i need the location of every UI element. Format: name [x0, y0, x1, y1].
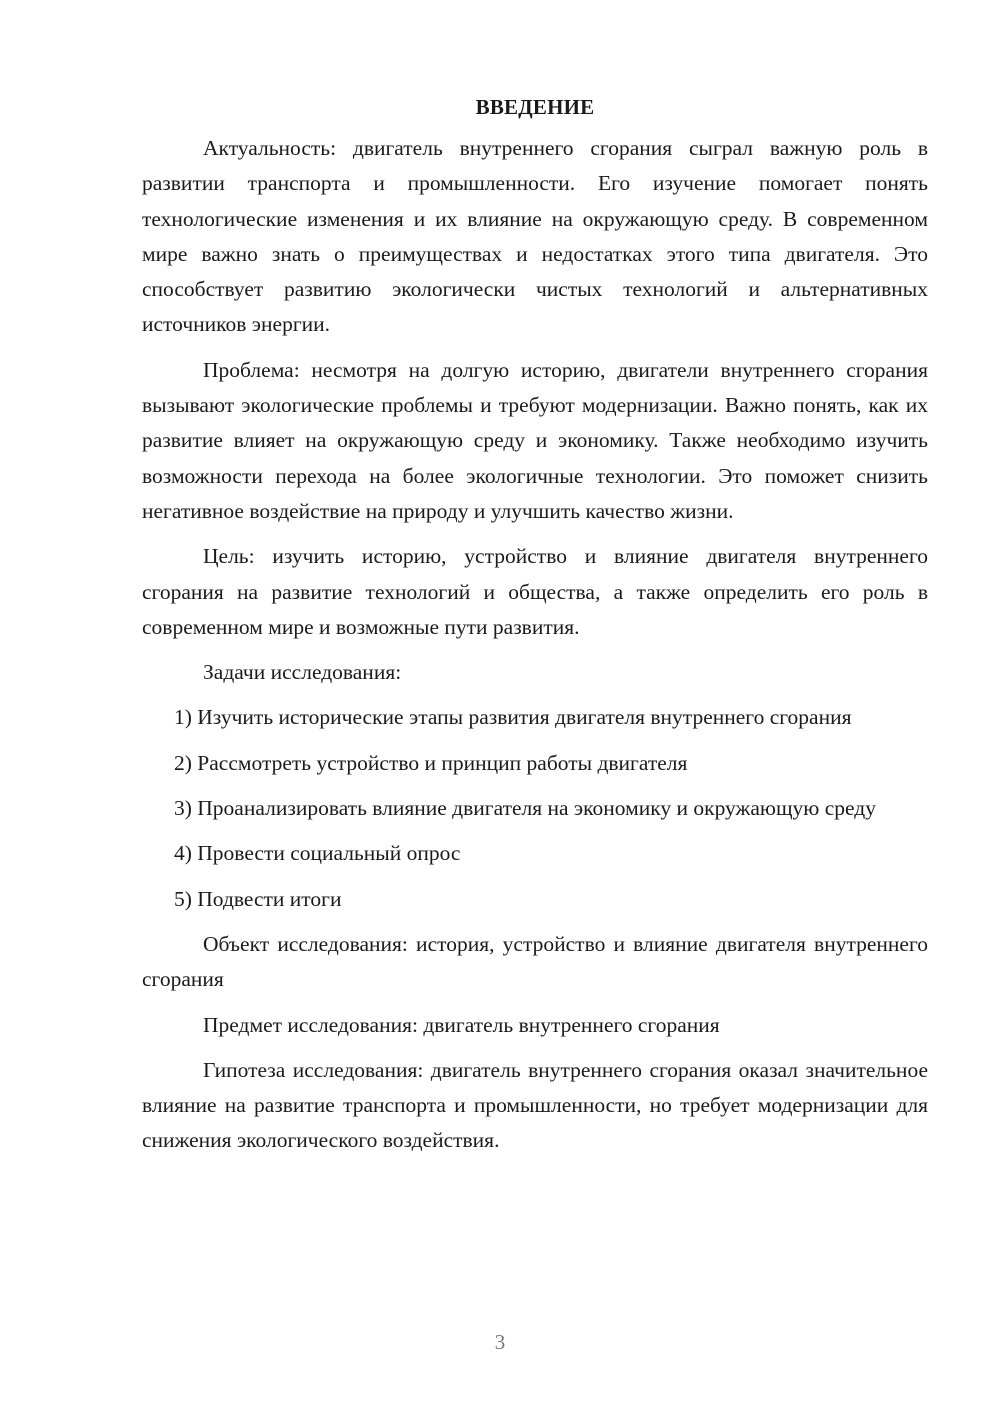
paragraph-object: Объект исследования: история, устройство и влияние двигателя внутреннего сгорания	[142, 931, 928, 992]
document-page	[142, 90, 928, 1169]
page-number: 3	[494, 1330, 506, 1354]
paragraph-problem: Проблема: несмотря на долгую историю, двигатели внутреннего сгорания вызывают экологические проблемы и требуют модернизации. Важно понять, как их развитие влияет на окружающую среду и экономику. Также необходимо изучить возможности перехода на более экологичные технологии. Это поможет снизить негативное воздействие на природу и улучшить качество жизни.	[142, 357, 928, 523]
paragraph-hypothesis: Гипотеза исследования: двигатель внутреннего сгорания оказал значительное влияние на развитие транспорта и промышленности, но требует модернизации для снижения экологического воздействия.	[142, 1057, 928, 1153]
paragraph-goal: Цель: изучить историю, устройство и влияние двигателя внутреннего сгорания на развитие технологий и общества, а также определить его роль в современном мире и возможные пути развития.	[142, 544, 928, 639]
tasks-heading: Задачи исследования:	[203, 660, 402, 685]
section-title: ВВЕДЕНИЕ	[475, 95, 595, 119]
task-item-5: 5) Подвести итоги	[174, 886, 342, 911]
paragraph-relevance: Актуальность: двигатель внутреннего сгорания сыграл важную роль в развитии транспорта и промышленности. Его изучение помогает понять технологические изменения и их влияние на окружающую среду. В современном мире важно знать о преимуществах и недостатках этого типа двигателя. Это способствует развитию экологически чистых технологий и альтернативных источников энергии.	[142, 136, 928, 337]
task-item-1: 1) Изучить исторические этапы развития двигателя внутреннего сгорания	[174, 705, 852, 730]
task-item-3: 3) Проанализировать влияние двигателя на экономику и окружающую среду	[174, 796, 876, 821]
task-item-4: 4) Провести социальный опрос	[174, 841, 461, 866]
paragraph-subject: Предмет исследования: двигатель внутреннего сгорания	[203, 1012, 720, 1037]
task-item-2: 2) Рассмотреть устройство и принцип работы двигателя	[174, 750, 688, 775]
